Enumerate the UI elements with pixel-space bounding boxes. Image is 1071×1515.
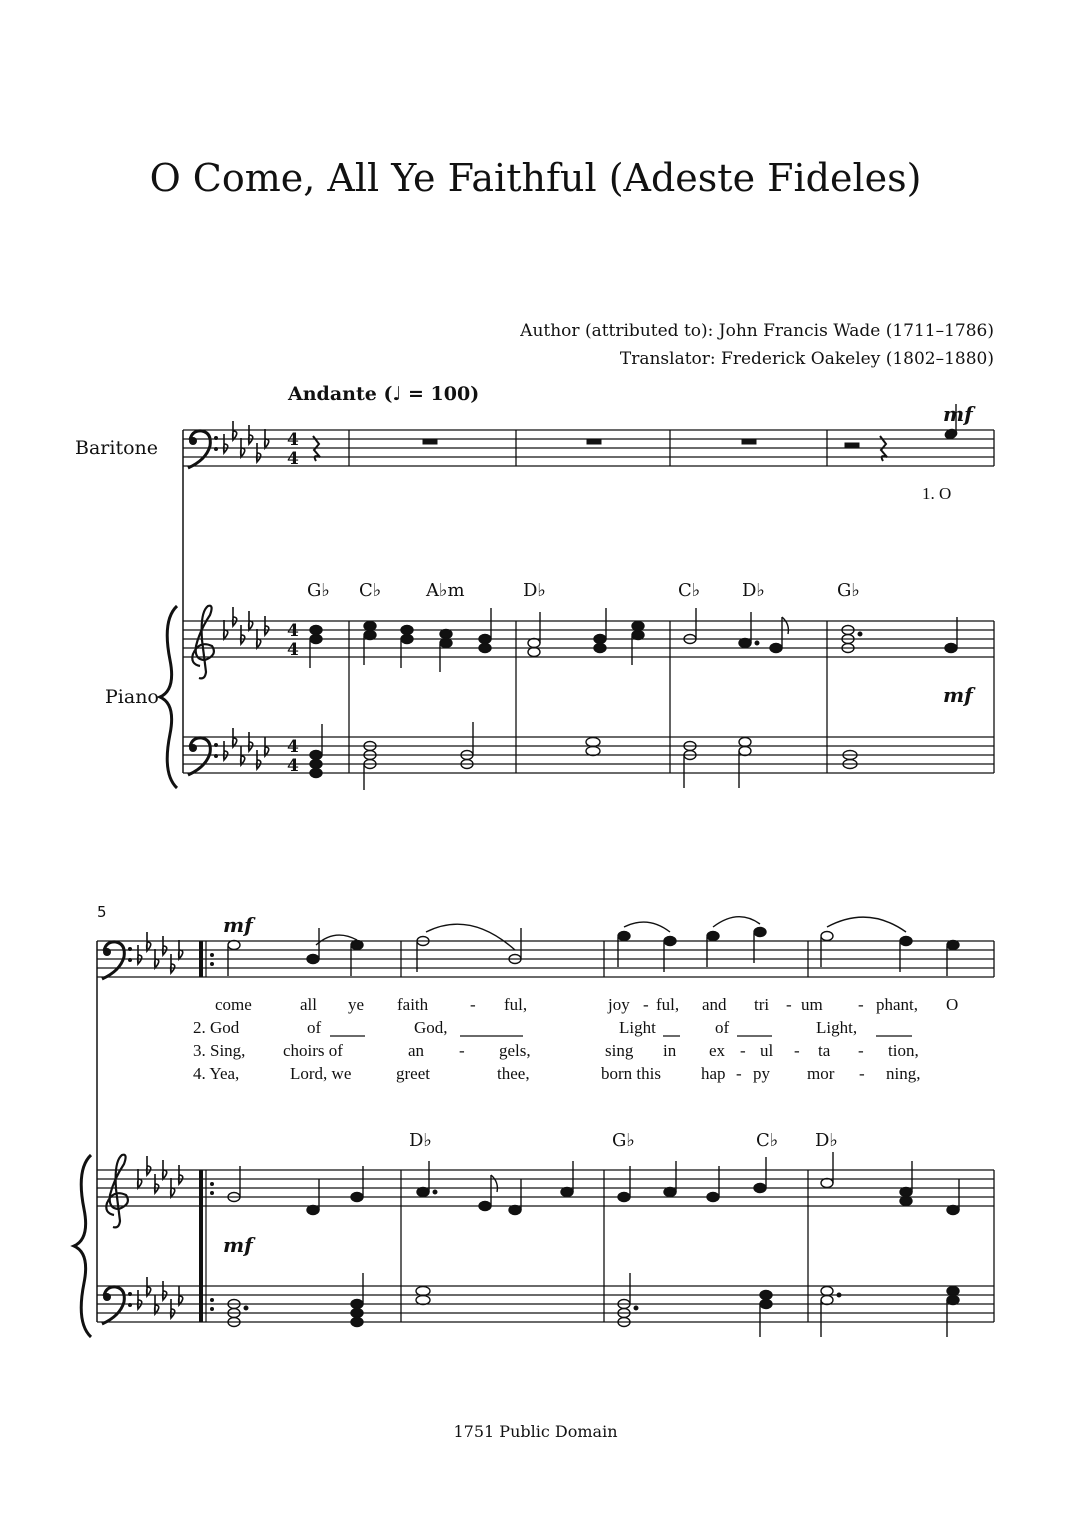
bass-clef-icon: [102, 942, 132, 979]
lyric-syllable: hap: [701, 1064, 726, 1083]
lyric-syllable: gels,: [499, 1041, 531, 1060]
lyric-syllable: Light,: [816, 1018, 858, 1037]
lyric-syllable: tion,: [888, 1041, 919, 1060]
treble-clef-icon: [106, 1155, 128, 1228]
lyric-hyphen: -: [740, 1041, 746, 1060]
dynamic-mf: mf: [223, 1233, 253, 1257]
lyric-syllable: ye: [348, 995, 365, 1014]
time-signature: [287, 430, 299, 776]
lyric-syllable: 3. Sing,: [193, 1041, 246, 1060]
lyric-syllable: born this: [601, 1064, 661, 1083]
lyric-syllable: in: [663, 1041, 677, 1060]
lyric-syllable: and: [702, 995, 727, 1014]
baritone-staff-1: [183, 430, 994, 466]
dynamic-mf: mf: [943, 683, 973, 707]
bass-clef-icon: [102, 1287, 132, 1324]
lyric-syllable: sing: [605, 1041, 634, 1060]
lyric-hyphen: -: [858, 995, 864, 1014]
chord-symbol: C♭: [756, 1130, 779, 1151]
bass-clef-icon: [188, 431, 218, 468]
baritone-staff-2: [97, 941, 994, 977]
lyric-hyphen: -: [459, 1041, 465, 1060]
copyright-footer: 1751 Public Domain: [453, 1422, 618, 1441]
lyric-syllable: come: [215, 995, 252, 1014]
lyric-hyphen: -: [470, 995, 476, 1014]
treble-clef-icon: [192, 606, 214, 679]
key-signature: [224, 728, 269, 769]
lyric-syllable: 4. Yea,: [193, 1064, 240, 1083]
instrument-name-baritone: Baritone: [75, 437, 159, 459]
chord-symbol: C♭: [678, 580, 701, 601]
piano-treble-notes-2: [228, 1152, 959, 1215]
lyric-syllable: mor: [807, 1064, 835, 1083]
piano-treble-notes-1: [310, 608, 957, 672]
piano-bass-notes-1: [310, 722, 857, 790]
instrument-name-piano: Piano: [105, 686, 159, 708]
lyric-syllable: of: [307, 1018, 322, 1037]
svg-text:4: 4: [287, 449, 299, 469]
lyric-syllable: tri: [754, 995, 770, 1014]
lyric-syllable: ex: [709, 1041, 726, 1060]
key-signature: [224, 421, 269, 462]
lyric-hyphen: -: [858, 1041, 864, 1060]
key-signature: [138, 932, 183, 973]
chord-symbol: C♭: [359, 580, 382, 601]
chord-symbol: G♭: [837, 580, 860, 601]
lyric-hyphen: -: [794, 1041, 800, 1060]
lyric-syllable: God,: [414, 1018, 448, 1037]
bass-clef-icon: [188, 738, 218, 775]
piano-treble-staff-1: [183, 621, 994, 657]
svg-text:4: 4: [287, 737, 299, 757]
chord-symbol: D♭: [815, 1130, 838, 1151]
chord-symbol: G♭: [307, 580, 330, 601]
lyric-syllable: thee,: [497, 1064, 530, 1083]
piano-bass-notes-2: [228, 1273, 959, 1337]
lyric-syllable: ful,: [504, 995, 528, 1014]
dynamic-mf: mf: [223, 913, 253, 937]
lyric-syllable: Lord, we: [290, 1064, 352, 1083]
chord-symbol: D♭: [523, 580, 546, 601]
lyric-syllable: of: [715, 1018, 730, 1037]
lyric-syllable: ning,: [886, 1064, 921, 1083]
lyric-syllable: 2. God: [193, 1018, 240, 1037]
lyric-hyphen: -: [736, 1064, 742, 1083]
lyric-hyphen: -: [859, 1064, 865, 1083]
svg-text:4: 4: [287, 430, 299, 450]
dynamic-mf: mf: [943, 402, 973, 426]
tempo-marking: Andante (♩ = 100): [288, 383, 480, 405]
lyric-syllable: faith: [397, 995, 429, 1014]
lyric-hyphen: -: [786, 995, 792, 1014]
lyric-syllable: an: [408, 1041, 425, 1060]
svg-text:4: 4: [287, 640, 299, 660]
repeat-barline: [199, 941, 214, 1322]
lyric-syllable: greet: [396, 1064, 430, 1083]
lyric-syllable: joy: [608, 995, 630, 1014]
lyric-syllable: all: [300, 995, 317, 1014]
chord-symbol: D♭: [742, 580, 765, 601]
lyric-syllable: py: [753, 1064, 770, 1083]
lyric-syllable: um: [801, 995, 823, 1014]
lyric-syllable: choirs of: [283, 1041, 343, 1060]
key-signature: [138, 1277, 183, 1318]
key-signature: [224, 607, 269, 648]
author-credit: Author (attributed to): John Francis Wade (1711–1786): [520, 321, 994, 341]
baritone-notes-2: [228, 917, 959, 976]
key-signature: [138, 1156, 183, 1197]
lyric-syllable: Light: [619, 1018, 656, 1037]
lyric-syllable: ta: [818, 1041, 831, 1060]
lyric-syllable: 1. O: [922, 484, 952, 503]
lyric-syllable: ul: [760, 1041, 774, 1060]
measure-number: 5: [97, 903, 107, 921]
page-title: O Come, All Ye Faithful (Adeste Fideles): [149, 156, 922, 200]
svg-text:4: 4: [287, 756, 299, 776]
translator-credit: Translator: Frederick Oakeley (1802–1880): [619, 349, 994, 369]
chord-symbol: A♭m: [426, 580, 465, 601]
chord-symbol: D♭: [409, 1130, 432, 1151]
lyric-syllable: phant,: [876, 995, 919, 1014]
svg-text:4: 4: [287, 621, 299, 641]
chord-symbol: G♭: [612, 1130, 635, 1151]
lyric-syllable: O: [946, 995, 959, 1014]
lyric-syllable: ful,: [656, 995, 680, 1014]
lyric-hyphen: -: [643, 995, 649, 1014]
